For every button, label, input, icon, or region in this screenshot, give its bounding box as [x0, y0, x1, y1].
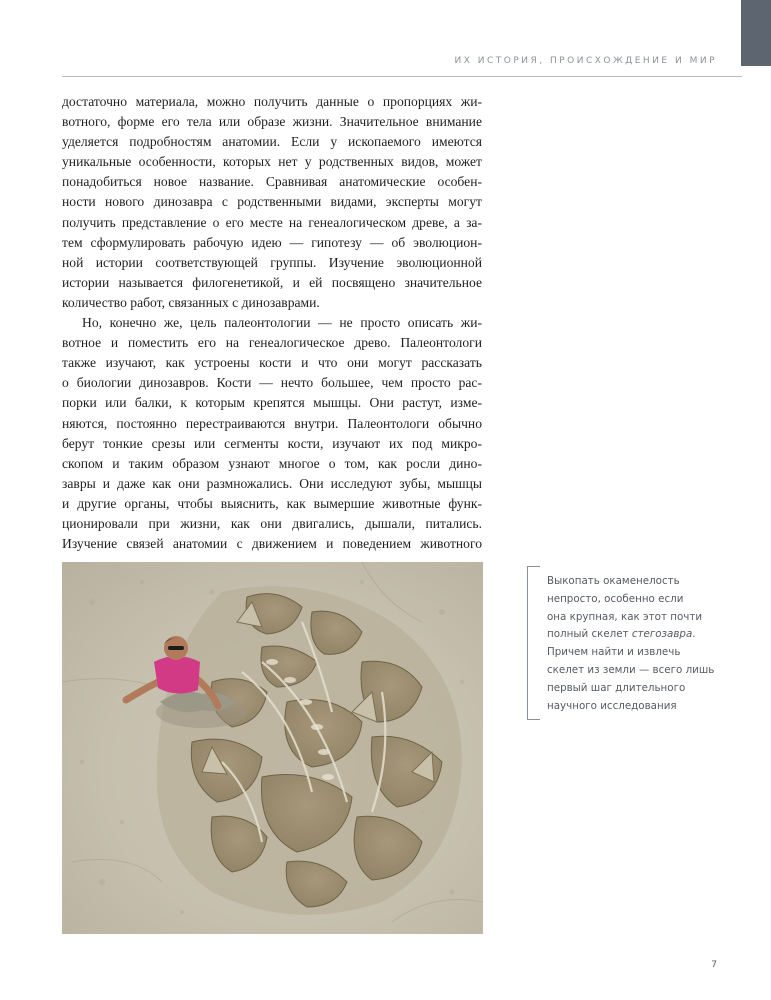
body-line: скопом и таким образом узнают многое о том, как росли дино- [62, 455, 482, 471]
body-line: получить представление о его месте на генеалогическом древе, а за- [62, 214, 482, 230]
caption-line: первый шаг длительного [547, 681, 686, 694]
body-line: тем сформулировать рабочую идею — гипотезу — об эволюцион- [62, 234, 482, 250]
body-line: достаточно материала, можно получить данные о пропорциях жи- [62, 94, 482, 109]
body-line: также изучают, как устроены кости и что они могут рассказать [62, 355, 482, 371]
caption-line: научного исследования [547, 699, 677, 712]
body-line: ционировали при жизни, как они двигались, дышали, питались. [62, 515, 482, 531]
fossil-excavation-photo [62, 562, 483, 934]
body-line: порки или балки, к которым крепятся мышцы. Они растут, изме- [62, 395, 482, 411]
caption-line: скелет из земли — всего лишь [547, 663, 715, 676]
body-line: понадобиться новое название. Сравнивая анатомические особен- [62, 174, 482, 190]
body-line: уникальные особенности, которых нет у родственных видов, может [62, 154, 482, 170]
body-line: истории называется филогенетикой, и ей посвящено значительное [62, 274, 482, 290]
caption-line: Причем найти и извлечь [547, 646, 681, 659]
body-line: ности нового динозавра с родственными видами, эксперты могут [62, 194, 482, 210]
body-line: Изучение связей анатомии с движением и поведением животного [62, 536, 482, 552]
running-head: ИХ ИСТОРИЯ, ПРОИСХОЖДЕНИЕ И МИР [454, 56, 717, 66]
caption-line: непросто, особенно если [547, 592, 684, 605]
caption-line: она крупная, как этот почти [547, 610, 703, 623]
caption-line [547, 626, 757, 644]
body-line: количество работ, связанных с динозаврами. [62, 294, 320, 310]
body-line: берут тонкие срезы или сегменты кости, изучают их под микро- [62, 435, 482, 451]
caption-fragment: . [692, 628, 696, 641]
header-rule [62, 76, 742, 77]
corner-tab [741, 0, 771, 66]
photo-caption [547, 573, 757, 715]
body-line: вотное и поместить его на генеалогическое древо. Палеонтологи [62, 335, 482, 351]
body-line: уделяется подробностям анатомии. Если у ископаемого имеются [62, 134, 482, 150]
body-text [62, 92, 482, 554]
body-line: и другие органы, чтобы выяснить, как вымершие животные функ- [62, 495, 482, 511]
body-line: завры и даже как они размножались. Они исследуют зубы, мышцы [62, 475, 482, 491]
body-line: няются, постоянно перестраиваются внутри. Палеонтологи обычно [62, 415, 482, 431]
body-line: вотного, форме его тела или образе жизни. Значительное внимание [62, 114, 482, 130]
caption-italic-term: стегозавра [631, 628, 693, 641]
body-line: Но, конечно же, цель палеонтологии — не просто описать жи- [82, 315, 482, 331]
caption-bracket [527, 566, 540, 720]
page-number: 7 [711, 960, 717, 970]
caption-fragment: полный скелет [547, 628, 632, 641]
body-line: о биологии динозавров. Кости — нечто большее, чем просто рас- [62, 375, 482, 391]
caption-line: Выкопать окаменелость [547, 575, 680, 587]
body-line: ной истории соответствующей группы. Изучение эволюционной [62, 254, 482, 270]
